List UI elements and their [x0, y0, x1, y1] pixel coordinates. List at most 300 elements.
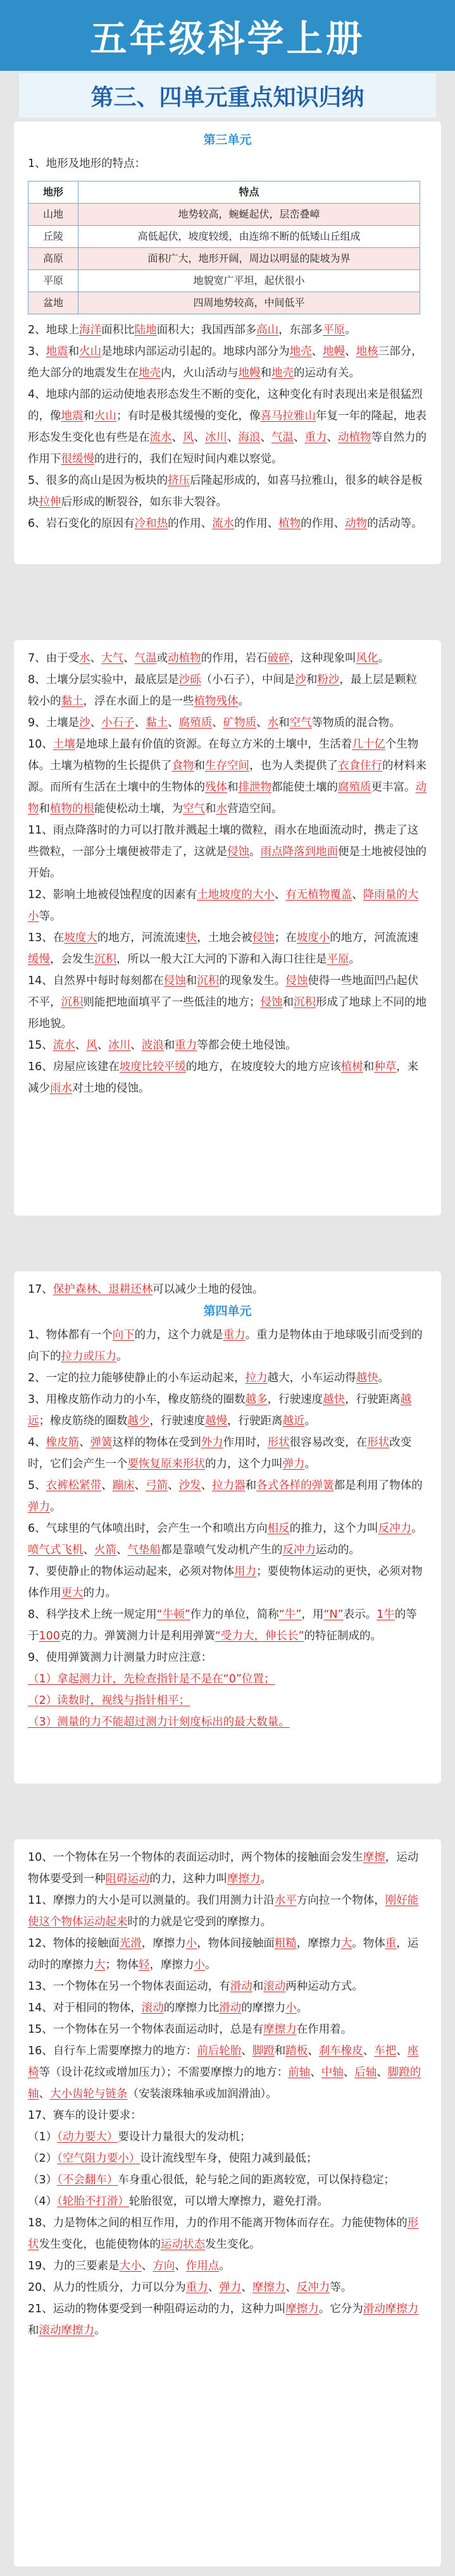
- text-run: 运动的。: [316, 1544, 360, 1556]
- text-run: 这样的物体在受到: [112, 1436, 201, 1449]
- text-run: 和: [185, 975, 197, 987]
- text-run: 等。: [330, 2281, 352, 2294]
- text-run: 的作用、: [301, 517, 346, 530]
- unit3-item12: [28, 884, 427, 927]
- text-run: 和: [39, 803, 50, 815]
- key-term: 弓箭: [146, 1479, 168, 1492]
- unit4-item11: [28, 1890, 427, 1933]
- key-term: 水: [79, 652, 90, 665]
- text-run: 、: [171, 431, 183, 444]
- unit4-note: （1）拿起测力计，先检查指针是不是在“0”位置；: [28, 1673, 275, 1685]
- card-unit3-part2: [14, 640, 441, 1216]
- key-term: 阻碍运动: [105, 1873, 150, 1885]
- key-term: 蹦床: [112, 1479, 135, 1492]
- key-term: 地壳: [139, 367, 161, 379]
- unit3-item10: [28, 734, 427, 820]
- text-run: 后隆起形成的，如喜马拉雅山，很多的峡谷是板块: [28, 474, 423, 508]
- key-term: 残体: [205, 781, 227, 794]
- text-run: 和: [260, 367, 271, 379]
- text-run: 时的力就是它受到的摩擦力。: [127, 1916, 271, 1928]
- text-run: 面积大；我国西部多: [156, 324, 257, 336]
- unit3-item7: [28, 648, 427, 669]
- key-term: 食物: [171, 760, 194, 772]
- text-run: 、: [212, 717, 223, 729]
- unit4-item3: [28, 1389, 427, 1432]
- key-term: 中轴: [321, 2066, 344, 2079]
- key-term: 水: [267, 717, 279, 729]
- text-run: ；在: [274, 932, 297, 944]
- unit4-item10: [28, 1847, 427, 1890]
- unit4-item12: [28, 1933, 427, 1976]
- unit4-item14: [28, 1997, 427, 2019]
- key-term: 要恢复原来形状: [127, 1458, 205, 1470]
- text-run: 。: [296, 2002, 308, 2014]
- key-term: 大小齿轮与链条: [50, 2088, 128, 2100]
- text-run: 面积比: [101, 324, 135, 336]
- key-term: “牛”: [278, 1608, 302, 1621]
- text-run: 、: [39, 2088, 50, 2100]
- key-term: 生存空间: [205, 760, 249, 772]
- key-term: 重力: [185, 2281, 208, 2294]
- text-run: 发生变化，也能使物体的: [39, 2238, 161, 2251]
- unit3-item6: [28, 513, 427, 534]
- landform-name: 高原: [28, 248, 78, 270]
- text-run: 16、房屋应该建在: [28, 1061, 120, 1073]
- key-term: 地震: [61, 410, 84, 422]
- key-term: 气温: [271, 431, 294, 444]
- key-term: （空气阻力要小）: [57, 2152, 140, 2165]
- text-run: 的作用、: [168, 517, 213, 530]
- key-term: 拉力或压力: [61, 1350, 116, 1363]
- key-term: 喷气式飞机: [28, 1544, 84, 1556]
- key-term: 踏板: [285, 2045, 308, 2057]
- text-run: 、: [285, 2281, 297, 2294]
- key-term: 风: [86, 1039, 97, 1052]
- text-run: 都是靠喷气发动机产生的: [161, 1544, 283, 1556]
- text-run: 作用时，: [223, 1436, 268, 1449]
- key-term: 植物的根: [50, 803, 94, 815]
- text-run: （2）: [28, 2152, 58, 2165]
- text-run: 。: [50, 1501, 61, 1513]
- key-term: 坡度小: [296, 932, 330, 944]
- key-term: 各式各样的弹簧: [256, 1479, 334, 1492]
- key-term: 植物: [278, 517, 301, 530]
- text-run: 很容易改变，在: [289, 1436, 368, 1449]
- text-run: ，行驶距离: [345, 1393, 401, 1406]
- key-term: 拉力: [245, 1372, 268, 1384]
- key-term: 缓慢: [28, 953, 50, 966]
- key-term: 平原: [327, 953, 349, 966]
- text-run: 使得一些地面凹凸起伏不平，: [28, 975, 419, 1009]
- unit3-item11: [28, 820, 427, 884]
- text-run: 的力，这个力叫: [205, 1458, 283, 1470]
- text-run: 都能使土壤的: [271, 781, 338, 794]
- text-run: 。: [411, 1522, 423, 1535]
- text-run: 的等于: [28, 1608, 417, 1642]
- text-run: 11、雨点降落时的力可以打散并溅起土壤的微粒，雨水在地面流动时，携走了这些微粒，一部分土壤便被带走了，这就是: [28, 824, 419, 858]
- unit3-item17: [28, 1279, 427, 1300]
- text-run: 等自然力的作用下: [28, 431, 427, 465]
- key-term: 前后轮胎: [197, 2045, 242, 2057]
- text-run: 8、土壤分层实验中，最底层是: [28, 674, 179, 686]
- unit4-item13: [28, 1976, 427, 1997]
- key-term: 弹力: [282, 1458, 305, 1470]
- unit3-item2: [28, 319, 427, 341]
- key-term: 侵蚀: [227, 846, 249, 858]
- text-run: 、: [396, 2045, 408, 2057]
- key-term: 地幔: [323, 345, 346, 358]
- unit4-heading: 第四单元: [203, 1304, 252, 1318]
- text-run: 的地方，河流流速: [330, 932, 419, 944]
- unit4-item2: [28, 1367, 427, 1389]
- text-run: 和: [245, 1479, 257, 1492]
- text-run: 的作用，岩石: [201, 652, 268, 665]
- text-run: 表示。: [343, 1608, 377, 1621]
- key-term: 形状: [28, 2217, 419, 2251]
- key-term: 小: [194, 1959, 205, 1971]
- text-run: 。: [249, 846, 261, 858]
- text-run: 、: [327, 431, 338, 444]
- text-run: 、: [75, 1039, 87, 1052]
- key-term: 脚蹬的轴: [28, 2066, 421, 2100]
- design-item: [28, 2169, 427, 2191]
- text-run: 13、在: [28, 932, 65, 944]
- key-term: 越少: [127, 1415, 150, 1427]
- key-term: 破碎: [267, 652, 290, 665]
- text-run: 12、影响土地被侵蚀程度的因素有: [28, 889, 197, 901]
- key-term: 陆地: [134, 324, 157, 336]
- key-term: 火山: [94, 410, 116, 422]
- text-run: 年复一年的隆起，地表形态发生变化也有些是在: [28, 410, 427, 444]
- key-term: 黏土: [146, 717, 168, 729]
- unit4-item6: [28, 1518, 427, 1561]
- text-run: 、: [194, 431, 205, 444]
- key-term: “N”: [323, 1608, 344, 1621]
- key-term: “受力大，伸长长”: [215, 1630, 304, 1642]
- text-run: ，行驶距离: [227, 1415, 283, 1427]
- key-term: 侵蚀: [260, 996, 283, 1009]
- key-term: 地壳: [289, 345, 312, 358]
- unit3-item1: 1、地形及地形的特点：: [28, 157, 146, 170]
- text-run: 、: [123, 652, 135, 665]
- text-run: 等物质的混合物。: [311, 717, 401, 729]
- text-run: 、: [343, 2066, 355, 2079]
- unit4-item19: [28, 2255, 427, 2277]
- unit4-item18: [28, 2212, 427, 2255]
- text-run: 17、: [28, 1283, 53, 1296]
- unit4-item20: [28, 2277, 427, 2298]
- text-run: 。: [378, 1372, 390, 1384]
- key-term: 滚动: [263, 1980, 286, 1993]
- text-run: 8、科学技术上统一规定用: [28, 1608, 157, 1621]
- landform-feature: 高低起伏，坡度较缓，由连绵不断的低矮山丘组成: [78, 226, 420, 248]
- key-term: 土地坡度的大小: [197, 889, 275, 901]
- text-run: 、: [377, 2066, 388, 2079]
- key-term: 100: [39, 1630, 60, 1642]
- key-term: 重力: [304, 431, 327, 444]
- key-term: 平原: [323, 324, 346, 336]
- unit4-item1: [28, 1324, 427, 1367]
- design-item: [28, 2148, 427, 2169]
- key-term: 重: [385, 1937, 397, 1950]
- text-run: 和: [227, 781, 239, 794]
- text-run: 。重力是物体由于地球吸引而受到的向下的: [28, 1329, 423, 1363]
- unit4-item21: [28, 2298, 427, 2341]
- key-term: 摩擦力: [252, 2281, 286, 2294]
- key-term: 越近: [282, 1415, 305, 1427]
- key-term: 弹力: [219, 2281, 242, 2294]
- text-run: 6、气球里的气体喷出时，会产生一个和喷出方向: [28, 1522, 268, 1535]
- text-run: 和: [205, 803, 216, 815]
- unit4-item7: [28, 1561, 427, 1604]
- key-term: 滚动摩擦力: [39, 2324, 94, 2337]
- key-term: 流水: [53, 1039, 75, 1052]
- text-run: 和: [274, 2045, 286, 2057]
- unit4-item15: [28, 2019, 427, 2040]
- key-term: 土壤: [53, 738, 75, 751]
- key-term: 外力: [201, 1436, 223, 1449]
- key-term: 地核: [356, 345, 378, 358]
- key-term: 反冲力: [282, 1544, 316, 1556]
- key-term: （不会翻车）: [57, 2174, 118, 2186]
- text-run: （3）: [28, 2174, 58, 2186]
- text-run: 14、自然界中每时每刻都在: [28, 975, 164, 987]
- unit3-item3: [28, 341, 427, 384]
- text-run: 、: [294, 431, 305, 444]
- text-run: 的现象发生。: [219, 975, 286, 987]
- key-term: 植树: [340, 1061, 363, 1073]
- text-run: ，浮在水面上的是一些: [83, 695, 194, 708]
- key-term: 坡度比较平缓: [119, 1061, 186, 1073]
- text-run: 13、一个物体在另一个物体表面运动，有: [28, 1980, 230, 1993]
- landform-name: 丘陵: [28, 226, 78, 248]
- text-run: 和: [163, 1039, 175, 1052]
- unit4-item5: [28, 1475, 427, 1518]
- landform-table: [28, 181, 420, 314]
- key-term: （动力要大）: [57, 2131, 118, 2143]
- text-run: 4、地球内部的运动使地表形态发生不断的变化，这种变化有时表现出来是很猛烈的，像: [28, 388, 423, 422]
- text-run: 都是利用了物体的: [333, 1479, 423, 1492]
- key-term: 刹车橡皮: [318, 2045, 363, 2057]
- key-term: 运动状态: [161, 2238, 205, 2251]
- text-run: ；要使物体运动的更快，必须对物体作用: [28, 1565, 423, 1599]
- text-run: 、: [168, 717, 179, 729]
- subtitle-bar: [19, 73, 436, 118]
- text-run: 。: [116, 1350, 128, 1363]
- text-run: （1）: [28, 2131, 58, 2143]
- text-run: 营造空间。: [227, 803, 283, 815]
- text-run: 1、物体都有一个: [28, 1329, 113, 1341]
- key-term: 相反: [267, 1522, 290, 1535]
- text-run: 。: [260, 1873, 271, 1885]
- text-run: ，行驶速度: [149, 1415, 205, 1427]
- text-run: 的力，这个力就是: [134, 1329, 223, 1341]
- design-item: [28, 2126, 427, 2148]
- text-run: 和: [363, 1061, 375, 1073]
- key-term: 橡皮筋: [46, 1436, 80, 1449]
- landform-name: 平原: [28, 270, 78, 292]
- text-run: 、: [308, 2045, 319, 2057]
- text-run: 。: [238, 695, 249, 708]
- key-term: 越远: [28, 1393, 412, 1427]
- text-run: 要设计力量很大的发动机；: [118, 2131, 251, 2143]
- key-term: 越快: [356, 1372, 378, 1384]
- key-term: 风化: [356, 652, 378, 665]
- key-term: 轻: [139, 1959, 150, 1971]
- text-run: 、: [363, 2045, 375, 2057]
- text-run: 、: [134, 1479, 146, 1492]
- text-run: 、: [116, 1544, 128, 1556]
- text-run: 克的力。弹簧测力计是利用弹簧: [59, 1630, 215, 1642]
- key-term: 冷和热: [134, 517, 168, 530]
- key-term: 风: [183, 431, 194, 444]
- key-term: 侵蚀: [252, 932, 275, 944]
- text-run: 的力。: [83, 1587, 116, 1599]
- table-row: [28, 270, 420, 292]
- text-run: 、: [83, 1544, 94, 1556]
- text-run: ，摩擦力: [141, 1937, 186, 1950]
- text-run: 、: [311, 345, 323, 358]
- page-subtitle: 第三、四单元重点知识归纳: [90, 84, 365, 111]
- text-run: 15、: [28, 1039, 53, 1052]
- text-run: 10、一个物体在另一个物体的表面运动时，两个物体的接触面会发生: [28, 1851, 363, 1864]
- key-term: 挤压: [168, 474, 190, 487]
- key-term: 几十亿: [352, 738, 385, 751]
- text-run: 7、由于受: [28, 652, 80, 665]
- key-term: 排泄物: [238, 781, 271, 794]
- key-term: 衣食住行: [338, 760, 382, 772]
- text-run: 越大，小车运动得: [267, 1372, 356, 1384]
- text-run: 19、力的三要素是: [28, 2260, 120, 2272]
- key-term: 火山: [79, 345, 102, 358]
- key-term: 座椅: [28, 2045, 419, 2079]
- text-run: ，会发生: [50, 953, 94, 966]
- text-run: ，物体间接触面: [197, 1937, 275, 1950]
- text-run: ，东部多: [278, 324, 323, 336]
- key-term: 侵蚀: [163, 975, 186, 987]
- text-run: 后形成的断裂谷，如东非大裂谷。: [61, 496, 227, 508]
- key-term: 反冲力: [378, 1522, 412, 1535]
- key-term: 黏土: [61, 695, 84, 708]
- key-term: 拉力器: [212, 1479, 246, 1492]
- text-run: 和: [252, 1980, 264, 1993]
- title-bar: [0, 0, 455, 71]
- text-run: 、: [101, 1479, 113, 1492]
- key-term: 喜马拉雅山: [260, 410, 316, 422]
- unit3-item13: [28, 927, 427, 970]
- key-term: 摩擦力: [227, 1873, 261, 1885]
- text-run: ，运动时的摩擦力: [28, 1937, 419, 1971]
- text-run: 轮胎很宽，可以增大摩擦力，避免打滑。: [128, 2195, 328, 2208]
- text-run: ，行驶速度: [267, 1393, 323, 1406]
- key-term: 沉积: [61, 996, 84, 1009]
- text-run: ；物体: [105, 1959, 139, 1971]
- text-run: ，这种现象叫: [289, 652, 356, 665]
- unit4-item17: 17、赛车的设计要求：: [28, 2109, 142, 2122]
- key-term: 高山: [256, 324, 279, 336]
- key-term: 沙砾: [178, 674, 201, 686]
- key-term: 反冲力: [296, 2281, 330, 2294]
- key-term: 火箭: [94, 1544, 116, 1556]
- key-term: 雨点降落到地面: [260, 846, 338, 858]
- text-run: （安装滚珠轴承或加润滑油）。: [127, 2088, 277, 2100]
- table-row: [28, 248, 420, 270]
- text-run: 、: [256, 717, 268, 729]
- text-run: 2、地球上: [28, 324, 80, 336]
- unit3-heading: 第三单元: [203, 133, 252, 147]
- landform-feature: 面积广大，地形开阔，周边以明显的陡坡为界: [78, 248, 420, 270]
- text-run: 。: [378, 652, 390, 665]
- text-run: 5、很多的高山是因为板块的: [28, 474, 168, 487]
- key-term: 气垫船: [127, 1544, 161, 1556]
- text-run: ，土地会被: [197, 932, 252, 944]
- key-term: 后轴: [354, 2066, 377, 2079]
- key-term: 水平: [274, 1894, 297, 1907]
- text-run: 、: [241, 2045, 252, 2057]
- key-term: 1牛: [377, 1608, 395, 1621]
- text-run: 是地球内部运动引起的。地球内部分为: [101, 345, 290, 358]
- key-term: 沙: [295, 674, 306, 686]
- key-term: 滑动: [219, 2002, 242, 2014]
- text-run: 9、土壤是: [28, 717, 80, 729]
- key-term: 植物残体: [194, 695, 239, 708]
- text-run: 16、自行车上需要摩擦力的地方：: [28, 2045, 197, 2057]
- text-run: 和: [306, 674, 318, 686]
- text-run: 。: [219, 2260, 230, 2272]
- card-unit3-part1: [14, 121, 441, 564]
- key-term: 重力: [223, 1329, 246, 1341]
- key-term: 拉伸: [39, 496, 61, 508]
- key-term: 动植物: [168, 652, 201, 665]
- text-run: ，也为人类提供了: [249, 760, 338, 772]
- text-run: 和: [282, 996, 294, 1009]
- key-term: 冰川: [205, 431, 227, 444]
- text-run: 的推力，这个力叫: [289, 1522, 378, 1535]
- text-run: 发生变化。: [205, 2238, 261, 2251]
- key-term: 大: [94, 1959, 106, 1971]
- key-term: 形状: [367, 1436, 390, 1449]
- text-run: 11、摩擦力的大小是可以测量的。我们用测力计沿: [28, 1894, 275, 1907]
- text-run: 车身重心很低，轮与轮之间的距离较宽，可以保持稳定；: [118, 2174, 395, 2186]
- text-run: 在作用着。: [296, 2023, 352, 2036]
- table-row: [28, 292, 420, 314]
- text-run: 。它分为: [318, 2303, 363, 2315]
- text-run: 三部分，绝大部分的地震发生在: [28, 345, 423, 379]
- key-term: 前轴: [288, 2066, 311, 2079]
- text-run: 能使松动土壤，为: [94, 803, 183, 815]
- text-run: 的特征制成的。: [304, 1630, 382, 1642]
- text-run: 6、岩石变化的原因有: [28, 517, 135, 530]
- text-run: 等（设计花纹或增加压力）；不需要摩擦力的地方：: [39, 2066, 289, 2079]
- text-run: 7、要使静止的物体运动起来，必须对物体: [28, 1565, 235, 1578]
- key-term: 侵蚀: [285, 975, 308, 987]
- key-term: 水: [216, 803, 227, 815]
- key-term: 腐殖质: [178, 717, 213, 729]
- key-term: 种草: [374, 1061, 397, 1073]
- text-run: 、: [79, 1436, 90, 1449]
- text-run: 、: [352, 889, 363, 901]
- key-term: 小: [185, 1937, 197, 1950]
- text-run: 可以减少土地的侵蚀。: [153, 1283, 264, 1296]
- key-term: 动物: [345, 517, 368, 530]
- landform-name: 山地: [28, 204, 78, 226]
- key-term: 小: [285, 2002, 297, 2014]
- text-run: 的材料来源。而所有生活在土壤中的生物体的: [28, 760, 427, 794]
- key-term: 摩擦: [363, 1851, 385, 1864]
- key-term: 腐殖质: [338, 781, 371, 794]
- text-run: 改变时，它们会产生一个: [28, 1436, 412, 1470]
- text-run: 的作用、: [234, 517, 279, 530]
